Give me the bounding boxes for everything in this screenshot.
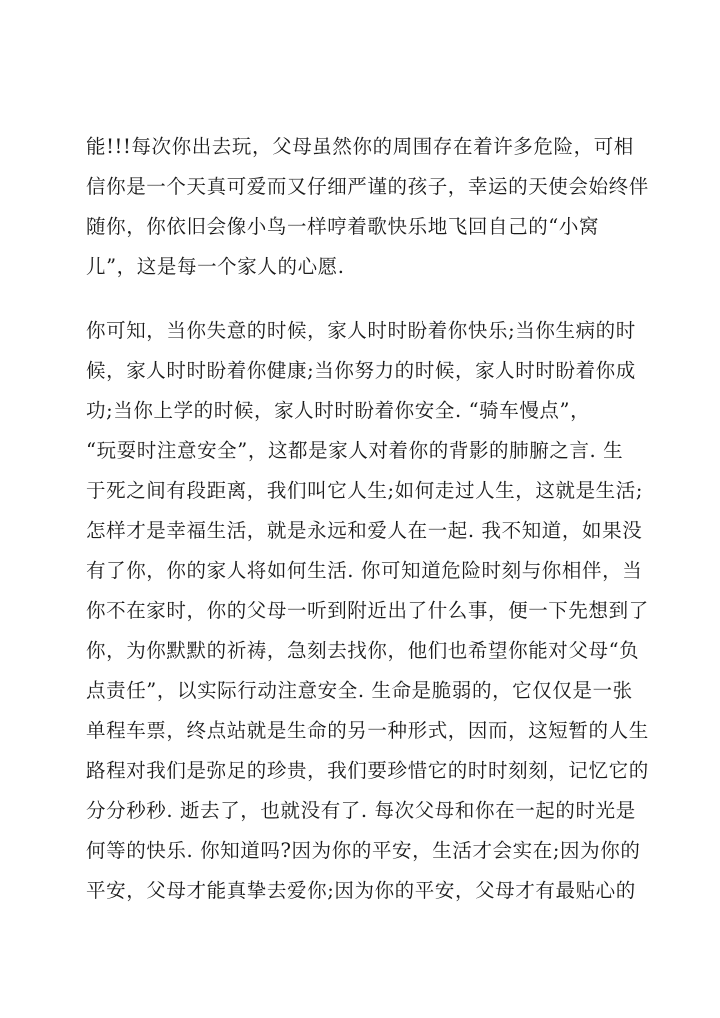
paragraph-2-line-15: 平安，父母才能真挚去爱你;因为你的平安，父母才有最贴心的 — [86, 879, 636, 902]
paragraph-2-line-14: 何等的快乐. 你知道吗?因为你的平安，生活才会实在;因为你的 — [86, 839, 641, 862]
paragraph-2-line-3: 功;当你上学的时候，家人时时盼着你安全. “骑车慢点”， — [86, 399, 591, 422]
paragraph-2-line-2: 候，家人时时盼着你健康;当你努力的时候，家人时时盼着你成 — [86, 359, 636, 382]
paragraph-1-line-3: 随你，你依旧会像小鸟一样哼着歌快乐地飞回自己的“小窝 — [86, 215, 600, 238]
paragraph-2-line-5: 于死之间有段距离，我们叫它人生;如何走过人生，这就是生活; — [86, 479, 644, 502]
paragraph-2-line-13: 分分秒秒. 逝去了，也就没有了. 每次父母和你在一起的时光是 — [86, 799, 636, 822]
paragraph-1-line-4: 儿”，这是每一个家人的心愿. — [86, 255, 345, 278]
paragraph-2-line-4: “玩耍时注意安全”，这都是家人对着你的背影的肺腑之言. 生 — [86, 439, 624, 462]
paragraph-1-line-1: 能!!!每次你出去玩，父母虽然你的周围存在着许多危险，可相 — [86, 135, 634, 158]
paragraph-2-line-12: 路程对我们是弥足的珍贵，我们要珍惜它的时时刻刻，记忆它的 — [86, 759, 649, 782]
paragraph-2-line-11: 单程车票，终点站就是生命的另一种形式，因而，这短暂的人生 — [86, 719, 649, 742]
paragraph-2-line-10: 点责任”，以实际行动注意安全. 生命是脆弱的，它仅仅是一张 — [86, 679, 633, 702]
paragraph-2-line-1: 你可知，当你失意的时候，家人时时盼着你快乐;当你生病的时 — [86, 319, 636, 342]
paragraph-2-line-9: 你，为你默默的祈祷，急刻去找你，他们也希望你能对父母“负 — [86, 639, 640, 662]
paragraph-1-line-2: 信你是一个天真可爱而又仔细严谨的孩子，幸运的天使会始终伴 — [86, 175, 649, 198]
paragraph-2-line-6: 怎样才是幸福生活，就是永远和爱人在一起. 我不知道，如果没 — [86, 519, 643, 542]
paragraph-2-line-8: 你不在家时，你的父母一听到附近出了什么事，便一下先想到了 — [86, 599, 649, 622]
paragraph-2-line-7: 有了你，你的家人将如何生活. 你可知道危险时刻与你相伴，当 — [86, 559, 643, 582]
